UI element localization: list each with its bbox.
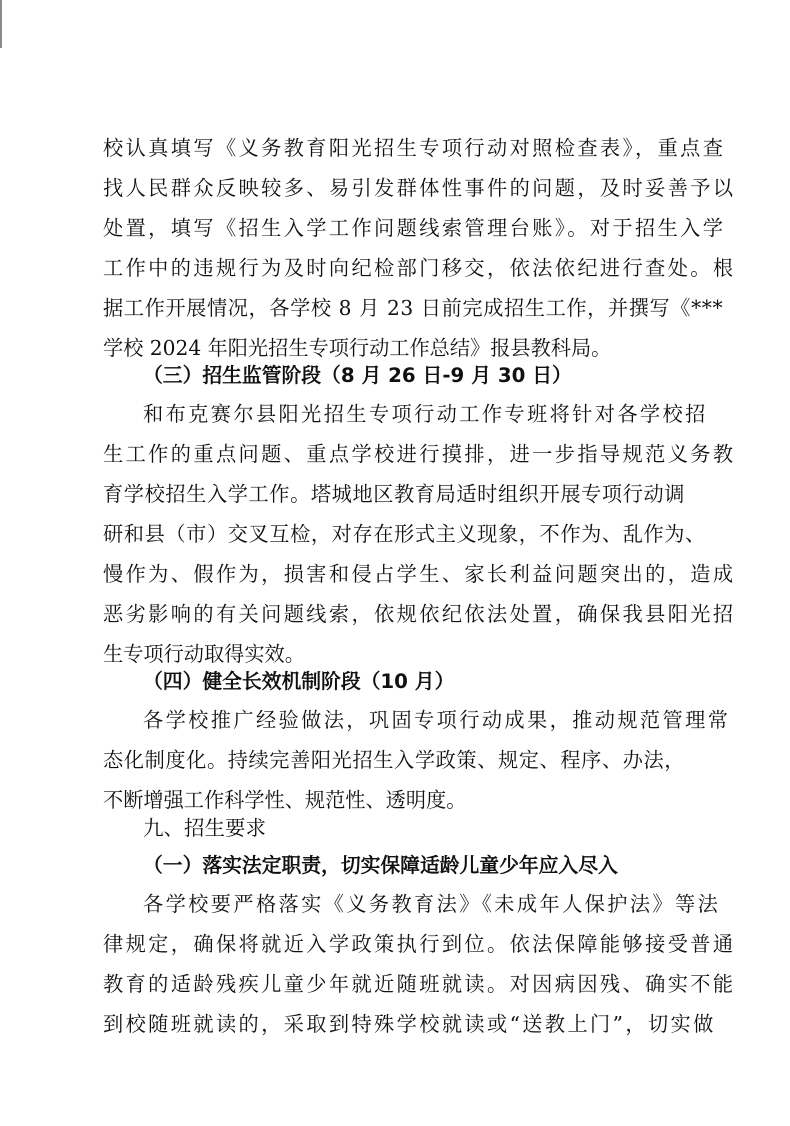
paragraph-line: 工作中的违规行为及时向纪检部门移交，依法依纪进行查处。根 bbox=[103, 256, 736, 280]
paragraph-line: 校认真填写《义务教育阳光招生专项行动对照检查表》，重点查 bbox=[103, 136, 726, 160]
paragraph-line: 处置，填写《招生入学工作问题线索管理台账》。对于招生入学 bbox=[103, 216, 726, 240]
paragraph-line: 慢作为、假作为，损害和侵占学生、家长利益问题突出的，造成 bbox=[103, 562, 736, 586]
paragraph-line: 到校随班就读的，采取到特殊学校就读或“送教上门”，切实做 bbox=[103, 1012, 716, 1036]
paragraph-line: 态化制度化。持续完善阳光招生入学政策、规定、程序、办法， bbox=[103, 748, 686, 772]
paragraph-line: 研和县（市）交叉互检，对存在形式主义现象，不作为、乱作为、 bbox=[103, 522, 706, 546]
paragraph-line: 恶劣影响的有关问题线索，依规依纪依法处置，确保我县阳光招 bbox=[103, 602, 736, 626]
paragraph-line: 不断增强工作科学性、规范性、透明度。 bbox=[103, 788, 467, 812]
paragraph-line: 找人民群众反映较多、易引发群体性事件的问题，及时妥善予以 bbox=[103, 176, 736, 200]
subsection-heading: （三）招生监管阶段（8 月 26 日-9 月 30 日） bbox=[143, 364, 572, 387]
paragraph-line: 各学校推广经验做法，巩固专项行动成果，推动规范管理常 bbox=[143, 708, 731, 732]
paragraph-line: 据工作开展情况，各学校 8 月 23 日前完成招生工作，并撰写《*** bbox=[103, 296, 724, 320]
paragraph-line: 育学校招生入学工作。塔城地区教育局适时组织开展专项行动调 bbox=[103, 482, 686, 506]
subsection-heading: （一）落实法定职责，切实保障适龄儿童少年应入尽入 bbox=[143, 854, 618, 877]
paragraph-line: 学校 2024 年阳光招生专项行动工作总结》报县教科局。 bbox=[103, 336, 612, 360]
paragraph-line: 和布克赛尔县阳光招生专项行动工作专班将针对各学校招 bbox=[143, 402, 708, 426]
paragraph-line: 教育的适龄残疾儿童少年就近随班就读。对因病因残、确实不能 bbox=[103, 972, 736, 996]
paragraph-line: 生工作的重点问题、重点学校进行摸排，进一步指导规范义务教 bbox=[103, 442, 736, 466]
paragraph-line: 律规定，确保将就近入学政策执行到位。依法保障能够接受普通 bbox=[103, 932, 736, 956]
paragraph-line: 生专项行动取得实效。 bbox=[103, 642, 305, 666]
paragraph-line: 各学校要严格落实《义务教育法》《未成年人保护法》等法 bbox=[143, 892, 721, 916]
subsection-heading: （四）健全长效机制阶段（10 月） bbox=[143, 670, 455, 693]
section-heading: 九、招生要求 bbox=[143, 816, 266, 840]
